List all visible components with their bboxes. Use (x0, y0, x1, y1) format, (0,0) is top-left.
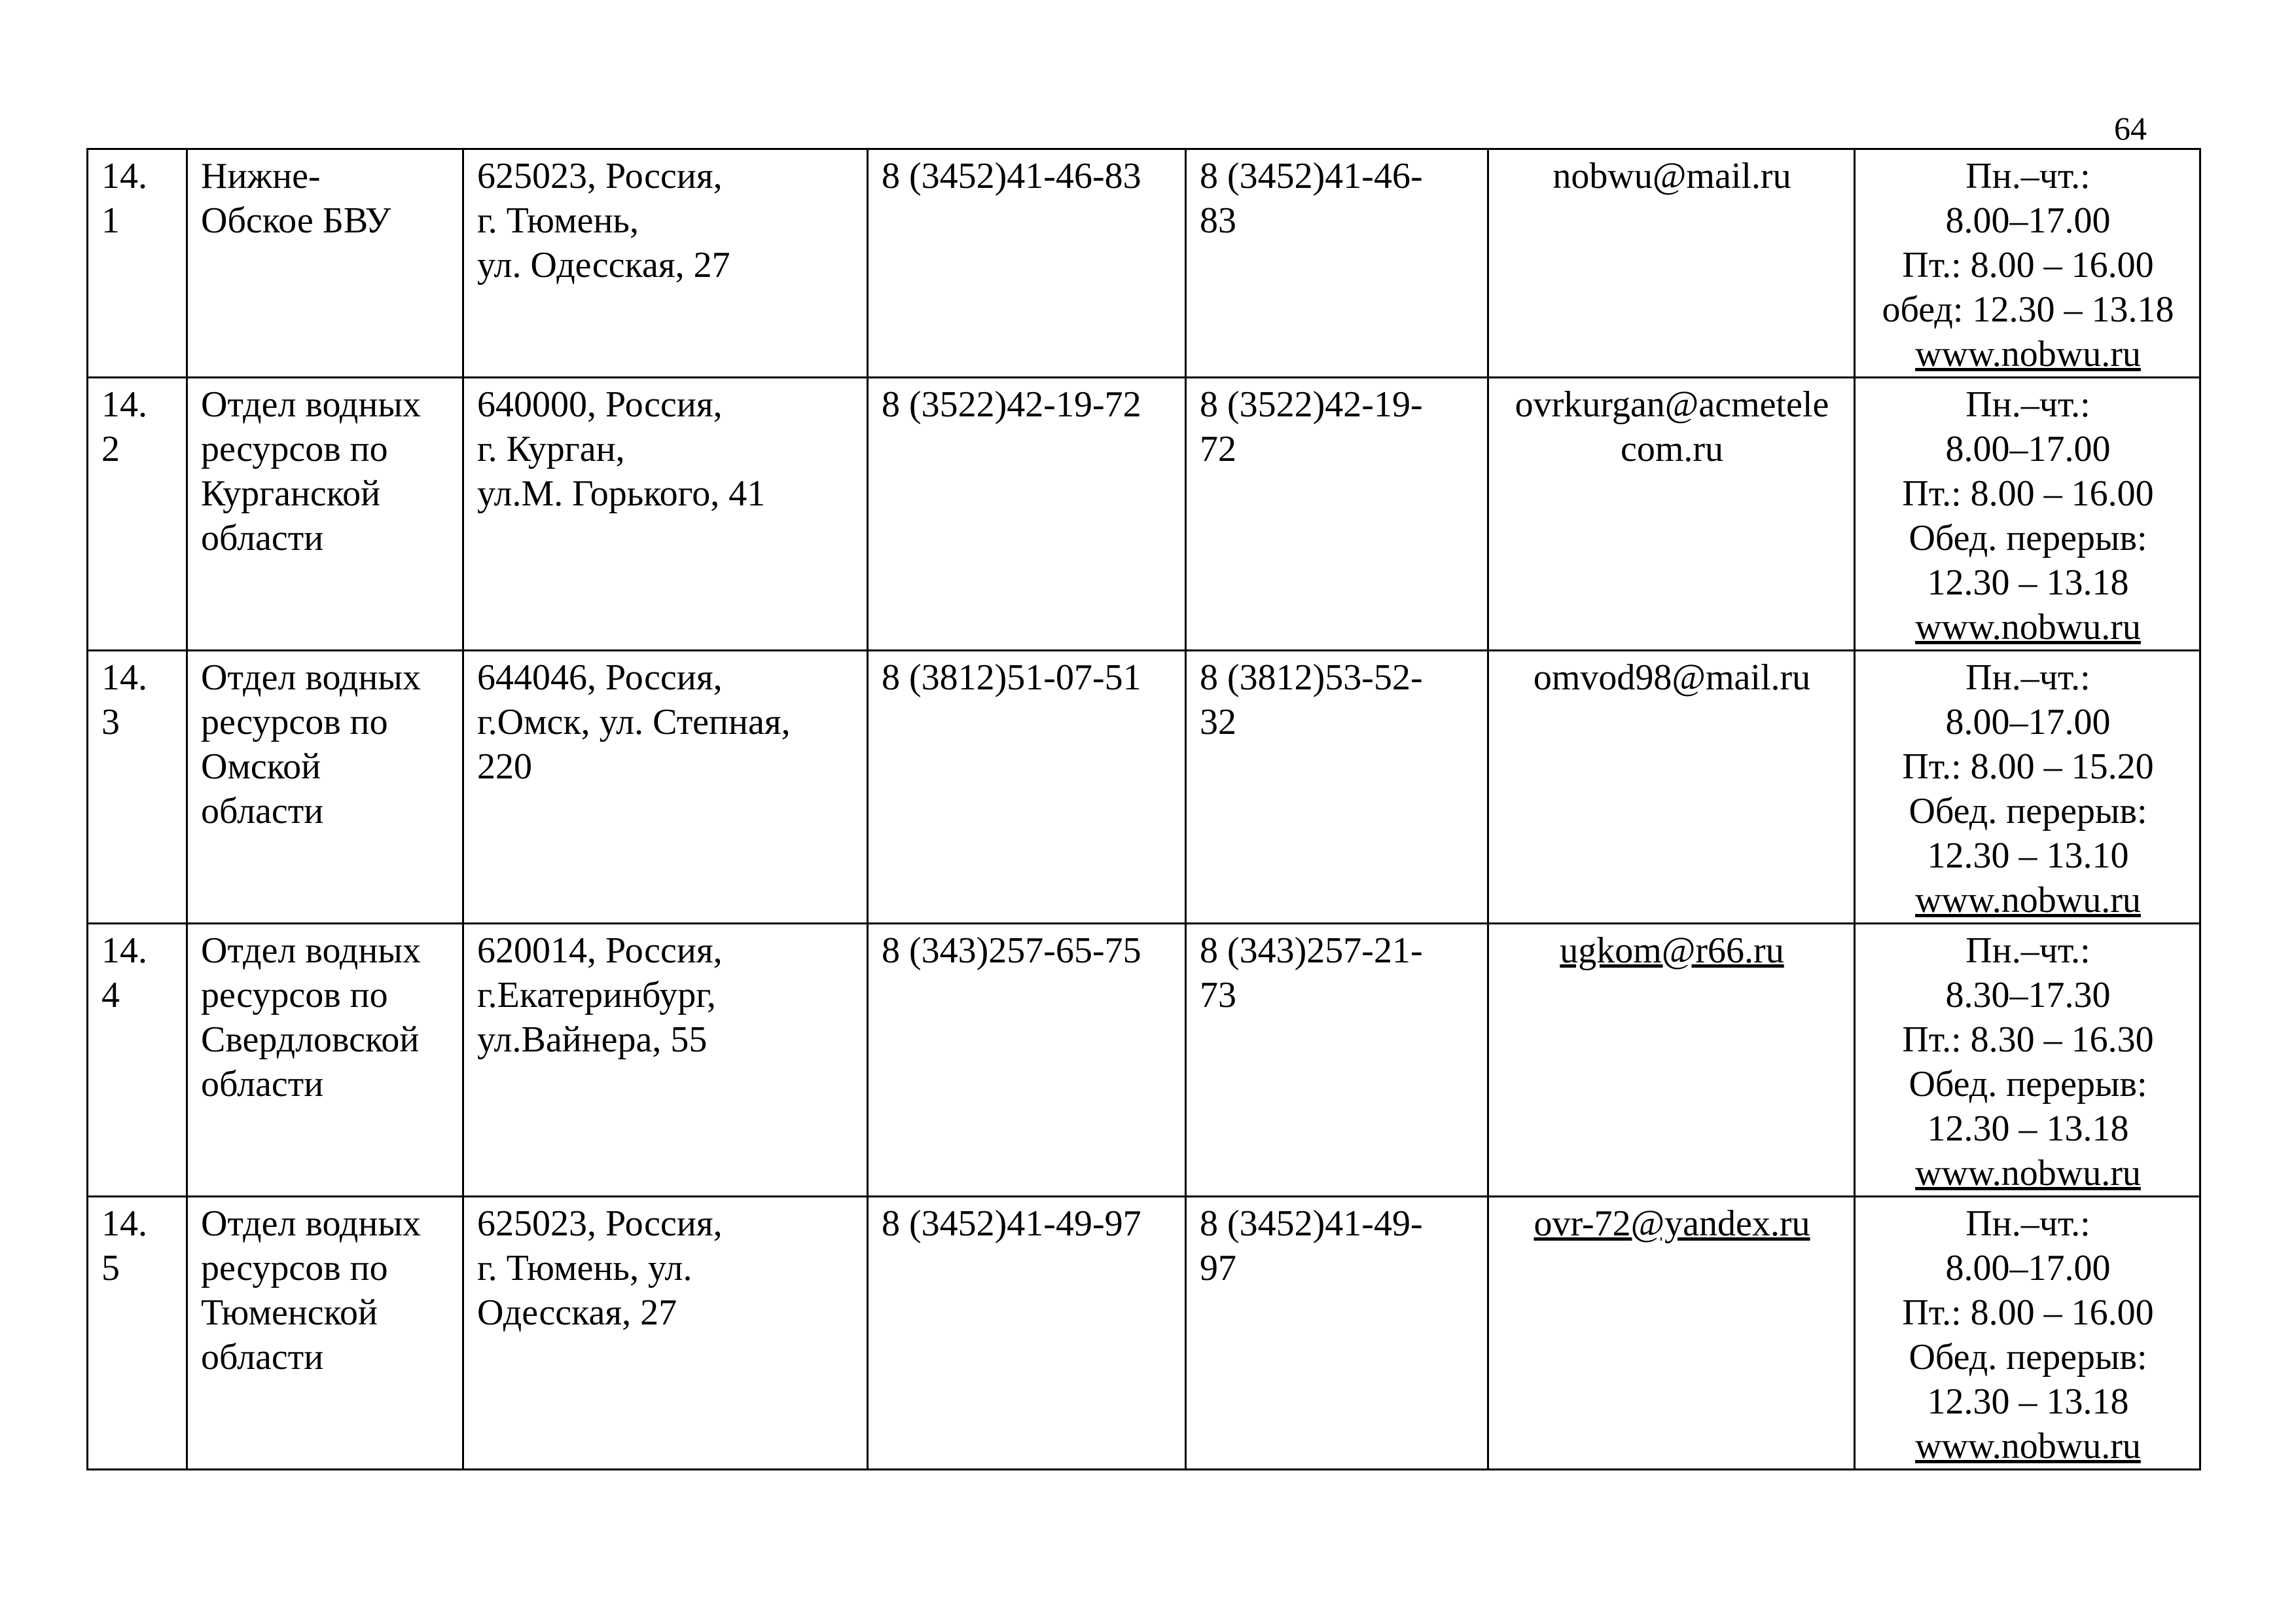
row-number-cell (88, 149, 187, 378)
email-line: ugkom@r66.ru (1560, 930, 1784, 971)
contacts-table (86, 148, 2201, 1470)
website-link[interactable]: www.nobwu.ru (1915, 1426, 2141, 1467)
website-link[interactable]: www.nobwu.ru (1915, 1153, 2141, 1194)
working-hours-line: Обед. перерыв: (1909, 1064, 2147, 1104)
address-line: 220 (477, 746, 532, 787)
page-number: 64 (2114, 110, 2147, 147)
working-hours-line: Пн.–чт.: (1965, 930, 2090, 971)
email-line: ovrkurgan@acmetele (1515, 384, 1829, 425)
organization-name-cell (187, 378, 463, 651)
table-row (88, 1197, 2200, 1470)
row-number-cell (88, 651, 187, 924)
address-line: Одесская, 27 (477, 1292, 677, 1333)
working-hours-line: 12.30 – 13.18 (1927, 1381, 2129, 1422)
fax-cell (1186, 1197, 1488, 1470)
organization-name-line: Отдел водных (201, 657, 421, 698)
fax-line: 83 (1200, 200, 1236, 241)
row-number-line: 5 (101, 1248, 120, 1288)
address-line: 625023, Россия, (477, 156, 723, 196)
fax-line: 72 (1200, 429, 1236, 469)
row-number-line: 14. (101, 657, 147, 698)
address-line: г. Курган, (477, 429, 625, 469)
table-row (88, 149, 2200, 378)
organization-name-line: Нижне- (201, 156, 321, 196)
phone-line: 8 (3522)42-19-72 (882, 384, 1141, 425)
fax-line: 8 (3522)42-19- (1200, 384, 1423, 425)
organization-name-line: Отдел водных (201, 1203, 421, 1244)
phone-cell (868, 378, 1186, 651)
phone-line: 8 (3812)51-07-51 (882, 657, 1141, 698)
phone-cell (868, 924, 1186, 1197)
organization-name-cell (187, 924, 463, 1197)
fax-cell (1186, 924, 1488, 1197)
fax-line: 8 (3452)41-49- (1200, 1203, 1423, 1244)
working-hours-line: 12.30 – 13.18 (1927, 562, 2129, 603)
organization-name-line: области (201, 791, 324, 831)
fax-line: 8 (343)257-21- (1200, 930, 1423, 971)
email-line: omvod98@mail.ru (1533, 657, 1811, 698)
phone-line: 8 (3452)41-49-97 (882, 1203, 1141, 1244)
address-cell (463, 651, 868, 924)
row-number-line: 1 (101, 200, 120, 241)
row-number-line: 14. (101, 384, 147, 425)
organization-name-line: ресурсов по (201, 429, 388, 469)
working-hours-line: Пт.: 8.00 – 16.00 (1902, 245, 2154, 285)
organization-name-line: ресурсов по (201, 975, 388, 1015)
organization-name-line: ресурсов по (201, 1248, 388, 1288)
organization-name-cell (187, 1197, 463, 1470)
working-hours-line: 8.00–17.00 (1945, 702, 2111, 742)
email-line: com.ru (1620, 429, 1724, 469)
row-number-line: 14. (101, 156, 147, 196)
working-hours-line: Пт.: 8.00 – 16.00 (1902, 473, 2154, 514)
working-hours-line: Обед. перерыв: (1909, 1337, 2147, 1377)
fax-line: 73 (1200, 975, 1236, 1015)
row-number-cell (88, 378, 187, 651)
working-hours-line: Обед. перерыв: (1909, 791, 2147, 831)
organization-name-line: области (201, 1337, 324, 1377)
fax-cell (1186, 378, 1488, 651)
address-line: ул. Одесская, 27 (477, 245, 730, 285)
organization-name-line: области (201, 518, 324, 558)
address-line: 620014, Россия, (477, 930, 723, 971)
working-hours-line: Пт.: 8.00 – 15.20 (1902, 746, 2154, 787)
organization-name-line: Свердловской (201, 1019, 420, 1060)
website-link[interactable]: www.nobwu.ru (1915, 607, 2141, 647)
working-hours-line: 12.30 – 13.18 (1927, 1108, 2129, 1149)
phone-cell (868, 1197, 1186, 1470)
address-line: г.Омск, ул. Степная, (477, 702, 791, 742)
address-cell (463, 1197, 868, 1470)
fax-line: 97 (1200, 1248, 1236, 1288)
working-hours-cell (1855, 924, 2200, 1197)
working-hours-line: Пн.–чт.: (1965, 384, 2090, 425)
working-hours-line: Пт.: 8.30 – 16.30 (1902, 1019, 2154, 1060)
working-hours-cell (1855, 378, 2200, 651)
fax-line: 8 (3812)53-52- (1200, 657, 1423, 698)
phone-cell (868, 149, 1186, 378)
working-hours-line: Пт.: 8.00 – 16.00 (1902, 1292, 2154, 1333)
working-hours-line: 8.00–17.00 (1945, 200, 2111, 241)
working-hours-line: Пн.–чт.: (1965, 1203, 2090, 1244)
fax-line: 8 (3452)41-46- (1200, 156, 1423, 196)
row-number-line: 14. (101, 1203, 147, 1244)
phone-cell (868, 651, 1186, 924)
organization-name-line: Обское БВУ (201, 200, 391, 241)
address-cell (463, 924, 868, 1197)
email-line: ovr-72@yandex.ru (1534, 1203, 1810, 1244)
row-number-line: 3 (101, 702, 120, 742)
phone-line: 8 (343)257-65-75 (882, 930, 1141, 971)
organization-name-line: Отдел водных (201, 384, 421, 425)
organization-name-line: ресурсов по (201, 702, 388, 742)
row-number-line: 2 (101, 429, 120, 469)
address-line: ул.М. Горького, 41 (477, 473, 766, 514)
address-cell (463, 378, 868, 651)
organization-name-cell (187, 651, 463, 924)
working-hours-line: 8.30–17.30 (1945, 975, 2111, 1015)
address-line: г. Тюмень, ул. (477, 1248, 692, 1288)
organization-name-line: Курганской (201, 473, 381, 514)
row-number-cell (88, 1197, 187, 1470)
working-hours-cell (1855, 1197, 2200, 1470)
table-row (88, 651, 2200, 924)
organization-name-line: области (201, 1064, 324, 1104)
email-line: nobwu@mail.ru (1552, 156, 1791, 196)
working-hours-line: обед: 12.30 – 13.18 (1882, 289, 2174, 330)
working-hours-line: 8.00–17.00 (1945, 1248, 2111, 1288)
row-number-cell (88, 924, 187, 1197)
address-line: г. Тюмень, (477, 200, 639, 241)
organization-name-line: Тюменской (201, 1292, 378, 1333)
email-cell (1488, 651, 1855, 924)
working-hours-line: 8.00–17.00 (1945, 429, 2111, 469)
row-number-line: 14. (101, 930, 147, 971)
working-hours-line: 12.30 – 13.10 (1927, 835, 2129, 876)
address-line: 625023, Россия, (477, 1203, 723, 1244)
email-cell (1488, 924, 1855, 1197)
address-line: 644046, Россия, (477, 657, 723, 698)
working-hours-cell (1855, 149, 2200, 378)
email-cell (1488, 1197, 1855, 1470)
organization-name-line: Омской (201, 746, 321, 787)
phone-line: 8 (3452)41-46-83 (882, 156, 1141, 196)
fax-cell (1186, 651, 1488, 924)
organization-name-cell (187, 149, 463, 378)
fax-cell (1186, 149, 1488, 378)
address-line: 640000, Россия, (477, 384, 723, 425)
address-line: г.Екатеринбург, (477, 975, 716, 1015)
row-number-line: 4 (101, 975, 120, 1015)
website-link[interactable]: www.nobwu.ru (1915, 334, 2141, 374)
working-hours-line: Пн.–чт.: (1965, 657, 2090, 698)
working-hours-line: Пн.–чт.: (1965, 156, 2090, 196)
table-row (88, 378, 2200, 651)
organization-name-line: Отдел водных (201, 930, 421, 971)
email-cell (1488, 378, 1855, 651)
address-line: ул.Вайнера, 55 (477, 1019, 708, 1060)
fax-line: 32 (1200, 702, 1236, 742)
working-hours-cell (1855, 651, 2200, 924)
working-hours-line: Обед. перерыв: (1909, 518, 2147, 558)
table-row (88, 924, 2200, 1197)
address-cell (463, 149, 868, 378)
website-link[interactable]: www.nobwu.ru (1915, 880, 2141, 921)
email-cell (1488, 149, 1855, 378)
